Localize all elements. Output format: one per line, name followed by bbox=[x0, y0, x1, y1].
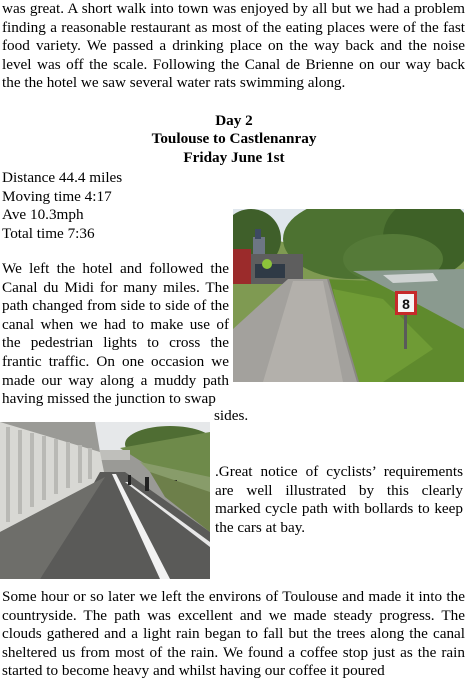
cycle-path-photo bbox=[0, 422, 210, 579]
stat-total-time: Total time 7:36 bbox=[2, 224, 95, 242]
date-heading: Friday June 1st bbox=[183, 149, 285, 166]
stat-distance: Distance 44.4 miles bbox=[2, 169, 123, 186]
ride-stats bbox=[2, 169, 202, 243]
canal-sign-number: 8 bbox=[402, 296, 410, 312]
route-heading: Toulouse to Castlenanray bbox=[151, 130, 317, 147]
paragraph-countryside: Some hour or so later we left the environs of Toulouse and made it into the countryside. The path was excellent and we made steady progress. The clouds gathered and a light rain began to fall but the trees along the canal sheltered us from most of the rain. We found a coffee stop just as the rain started to become heavy and whilst having our coffee it poured bbox=[2, 588, 465, 680]
day-heading: Day 2 bbox=[215, 112, 253, 129]
stat-average: Ave 10.3mph bbox=[2, 206, 84, 224]
canal-towpath-photo bbox=[233, 209, 464, 382]
paragraph-cycle-path: .Great notice of cyclists’ requirements are well illustrated by this clearly marked cycle path with bollards to keep the cars at bay. bbox=[215, 463, 463, 536]
paragraph-intro: was great. A short walk into town was enjoyed by all but we had a problem finding a reasonable restaurant as most of the eating places were of the fast food variety. We passed a drinking place on the way back and the noise level was off the scale. Following the Canal de Brienne on our way back the the hotel we saw several water rats swimming along. bbox=[2, 0, 465, 92]
paragraph-canal: We left the hotel and followed the Canal du Midi for many miles. The path changed from side to side of the canal when we had to make use of the pedestrian lights to cross the frantic traffic. On one occasion we made our way along a muddy path having missed the junction to swap bbox=[2, 260, 229, 408]
stat-moving-time: Moving time 4:17 bbox=[2, 187, 112, 205]
paragraph-canal-tail: sides. bbox=[214, 407, 249, 424]
